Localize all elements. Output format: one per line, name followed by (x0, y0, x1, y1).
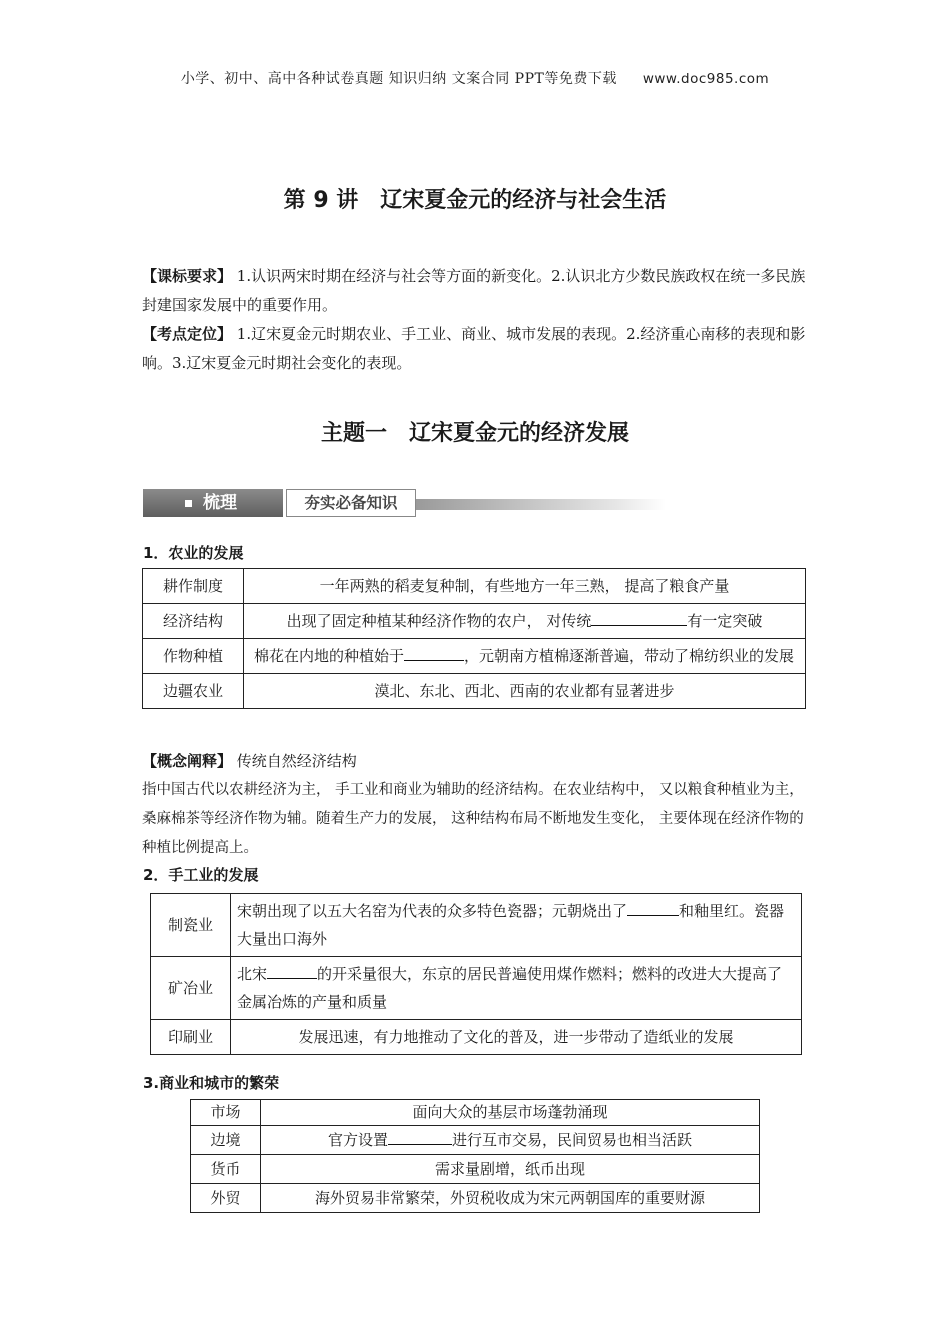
table-row (191, 1155, 760, 1184)
row-value: 漠北、东北、西北、西南的农业都有显著进步 (244, 674, 806, 709)
row-key: 耕作制度 (143, 569, 244, 604)
fill-blank[interactable] (627, 897, 679, 916)
handicraft-table (150, 893, 802, 1055)
table-row (151, 957, 802, 1020)
row-key: 市场 (191, 1100, 261, 1126)
row-text-post: 有一定突破 (687, 612, 763, 630)
row-value (261, 1126, 760, 1155)
page-header (0, 68, 950, 88)
concept-explanation (142, 747, 812, 863)
table-row (151, 894, 802, 957)
banner-left-label: 梳理 (203, 493, 237, 513)
header-text: 小学、初中、高中各种试卷真题 知识归纳 文案合同 PPT等免费下载 (180, 71, 617, 87)
table-row (191, 1184, 760, 1213)
curriculum-requirements (142, 262, 812, 320)
requirements-text: 1.认识两宋时期在经济与社会等方面的新变化。2.认识北方少数民族政权在统一多民族封建国家发展中的重要作用。 (142, 267, 806, 314)
row-value (231, 894, 802, 957)
row-key: 外贸 (191, 1184, 261, 1213)
commerce-table (190, 1099, 760, 1213)
row-value: 需求量剧增，纸币出现 (261, 1155, 760, 1184)
row-value: 发展迅速，有力地推动了文化的普及，进一步带动了造纸业的发展 (231, 1020, 802, 1055)
row-text-post: ，元朝南方植棉逐渐普遍，带动了棉纺织业的发展 (464, 647, 795, 665)
table-row (143, 674, 806, 709)
concept-tag: 【概念阐释】 (142, 752, 233, 770)
section-banner (143, 489, 523, 521)
row-value: 海外贸易非常繁荣，外贸税收成为宋元两朝国库的重要财源 (261, 1184, 760, 1213)
concept-body: 指中国古代以农耕经济为主， 手工业和商业为辅助的经济结构。在农业结构中， 又以粮食种植业为主， 桑麻棉茶等经济作物为辅。随着生产力的发展， 这种结构布局不断地发生变化， 主要体现在经济作物的种植比例提高上。 (142, 782, 804, 856)
row-value: 面向大众的基层市场蓬勃涌现 (261, 1100, 760, 1126)
fill-blank[interactable] (591, 607, 687, 626)
table-row (143, 604, 806, 639)
row-value (244, 604, 806, 639)
header-url[interactable]: www.doc985.com (642, 71, 770, 87)
row-key: 作物种植 (143, 639, 244, 674)
commerce-heading: 3.商业和城市的繁荣 (143, 1074, 280, 1092)
table-row (143, 639, 806, 674)
concept-title: 传统自然经济结构 (232, 752, 357, 770)
row-text-pre: 北宋 (237, 965, 268, 983)
banner-tail (416, 499, 666, 510)
row-key: 经济结构 (143, 604, 244, 639)
theme-title: 主题一 辽宋夏金元的经济发展 (320, 421, 629, 446)
row-value (231, 957, 802, 1020)
exam-points-tag: 【考点定位】 (142, 325, 233, 343)
row-text-post: 进行互市交易，民间贸易也相当活跃 (452, 1131, 693, 1149)
row-value (244, 639, 806, 674)
table-row (143, 569, 806, 604)
table-row (151, 1020, 802, 1055)
banner-left (143, 489, 283, 517)
handicraft-heading: 2．手工业的发展 (143, 866, 259, 884)
row-text-pre: 出现了固定种植某种经济作物的农户， 对传统 (286, 612, 592, 630)
fill-blank[interactable] (404, 642, 464, 661)
row-text-pre: 宋朝出现了以五大名窑为代表的众多特色瓷器；元朝烧出了 (237, 902, 628, 920)
row-key: 边境 (191, 1126, 261, 1155)
table-row (191, 1100, 760, 1126)
agriculture-heading: 1．农业的发展 (143, 544, 244, 562)
row-key: 制瓷业 (151, 894, 231, 957)
row-key: 边疆农业 (143, 674, 244, 709)
row-key: 矿冶业 (151, 957, 231, 1020)
agriculture-table (142, 568, 806, 709)
row-text-post: 和釉里红。瓷器大量出口海外 (237, 902, 785, 948)
fill-blank[interactable] (267, 960, 317, 979)
lecture-title: 第 9 讲 辽宋夏金元的经济与社会生活 (283, 188, 667, 213)
row-text-post: 的开采量很大，东京的居民普遍使用煤作燃料；燃料的改进大大提高了金属冶炼的产量和质量 (237, 965, 783, 1011)
exam-points-text: 1.辽宋夏金元时期农业、手工业、商业、城市发展的表现。2.经济重心南移的表现和影响。3.辽宋夏金元时期社会变化的表现。 (142, 325, 806, 372)
square-icon (185, 500, 192, 507)
row-key: 货币 (191, 1155, 261, 1184)
row-text-pre: 官方设置 (327, 1131, 388, 1149)
requirements-tag: 【课标要求】 (142, 267, 233, 285)
fill-blank[interactable] (388, 1130, 452, 1145)
exam-points (142, 320, 812, 378)
table-row (191, 1126, 760, 1155)
row-key: 印刷业 (151, 1020, 231, 1055)
row-value: 一年两熟的稻麦复种制，有些地方一年三熟， 提高了粮食产量 (244, 569, 806, 604)
row-text-pre: 棉花在内地的种植始于 (254, 647, 405, 665)
banner-right-label: 夯实必备知识 (286, 489, 416, 517)
